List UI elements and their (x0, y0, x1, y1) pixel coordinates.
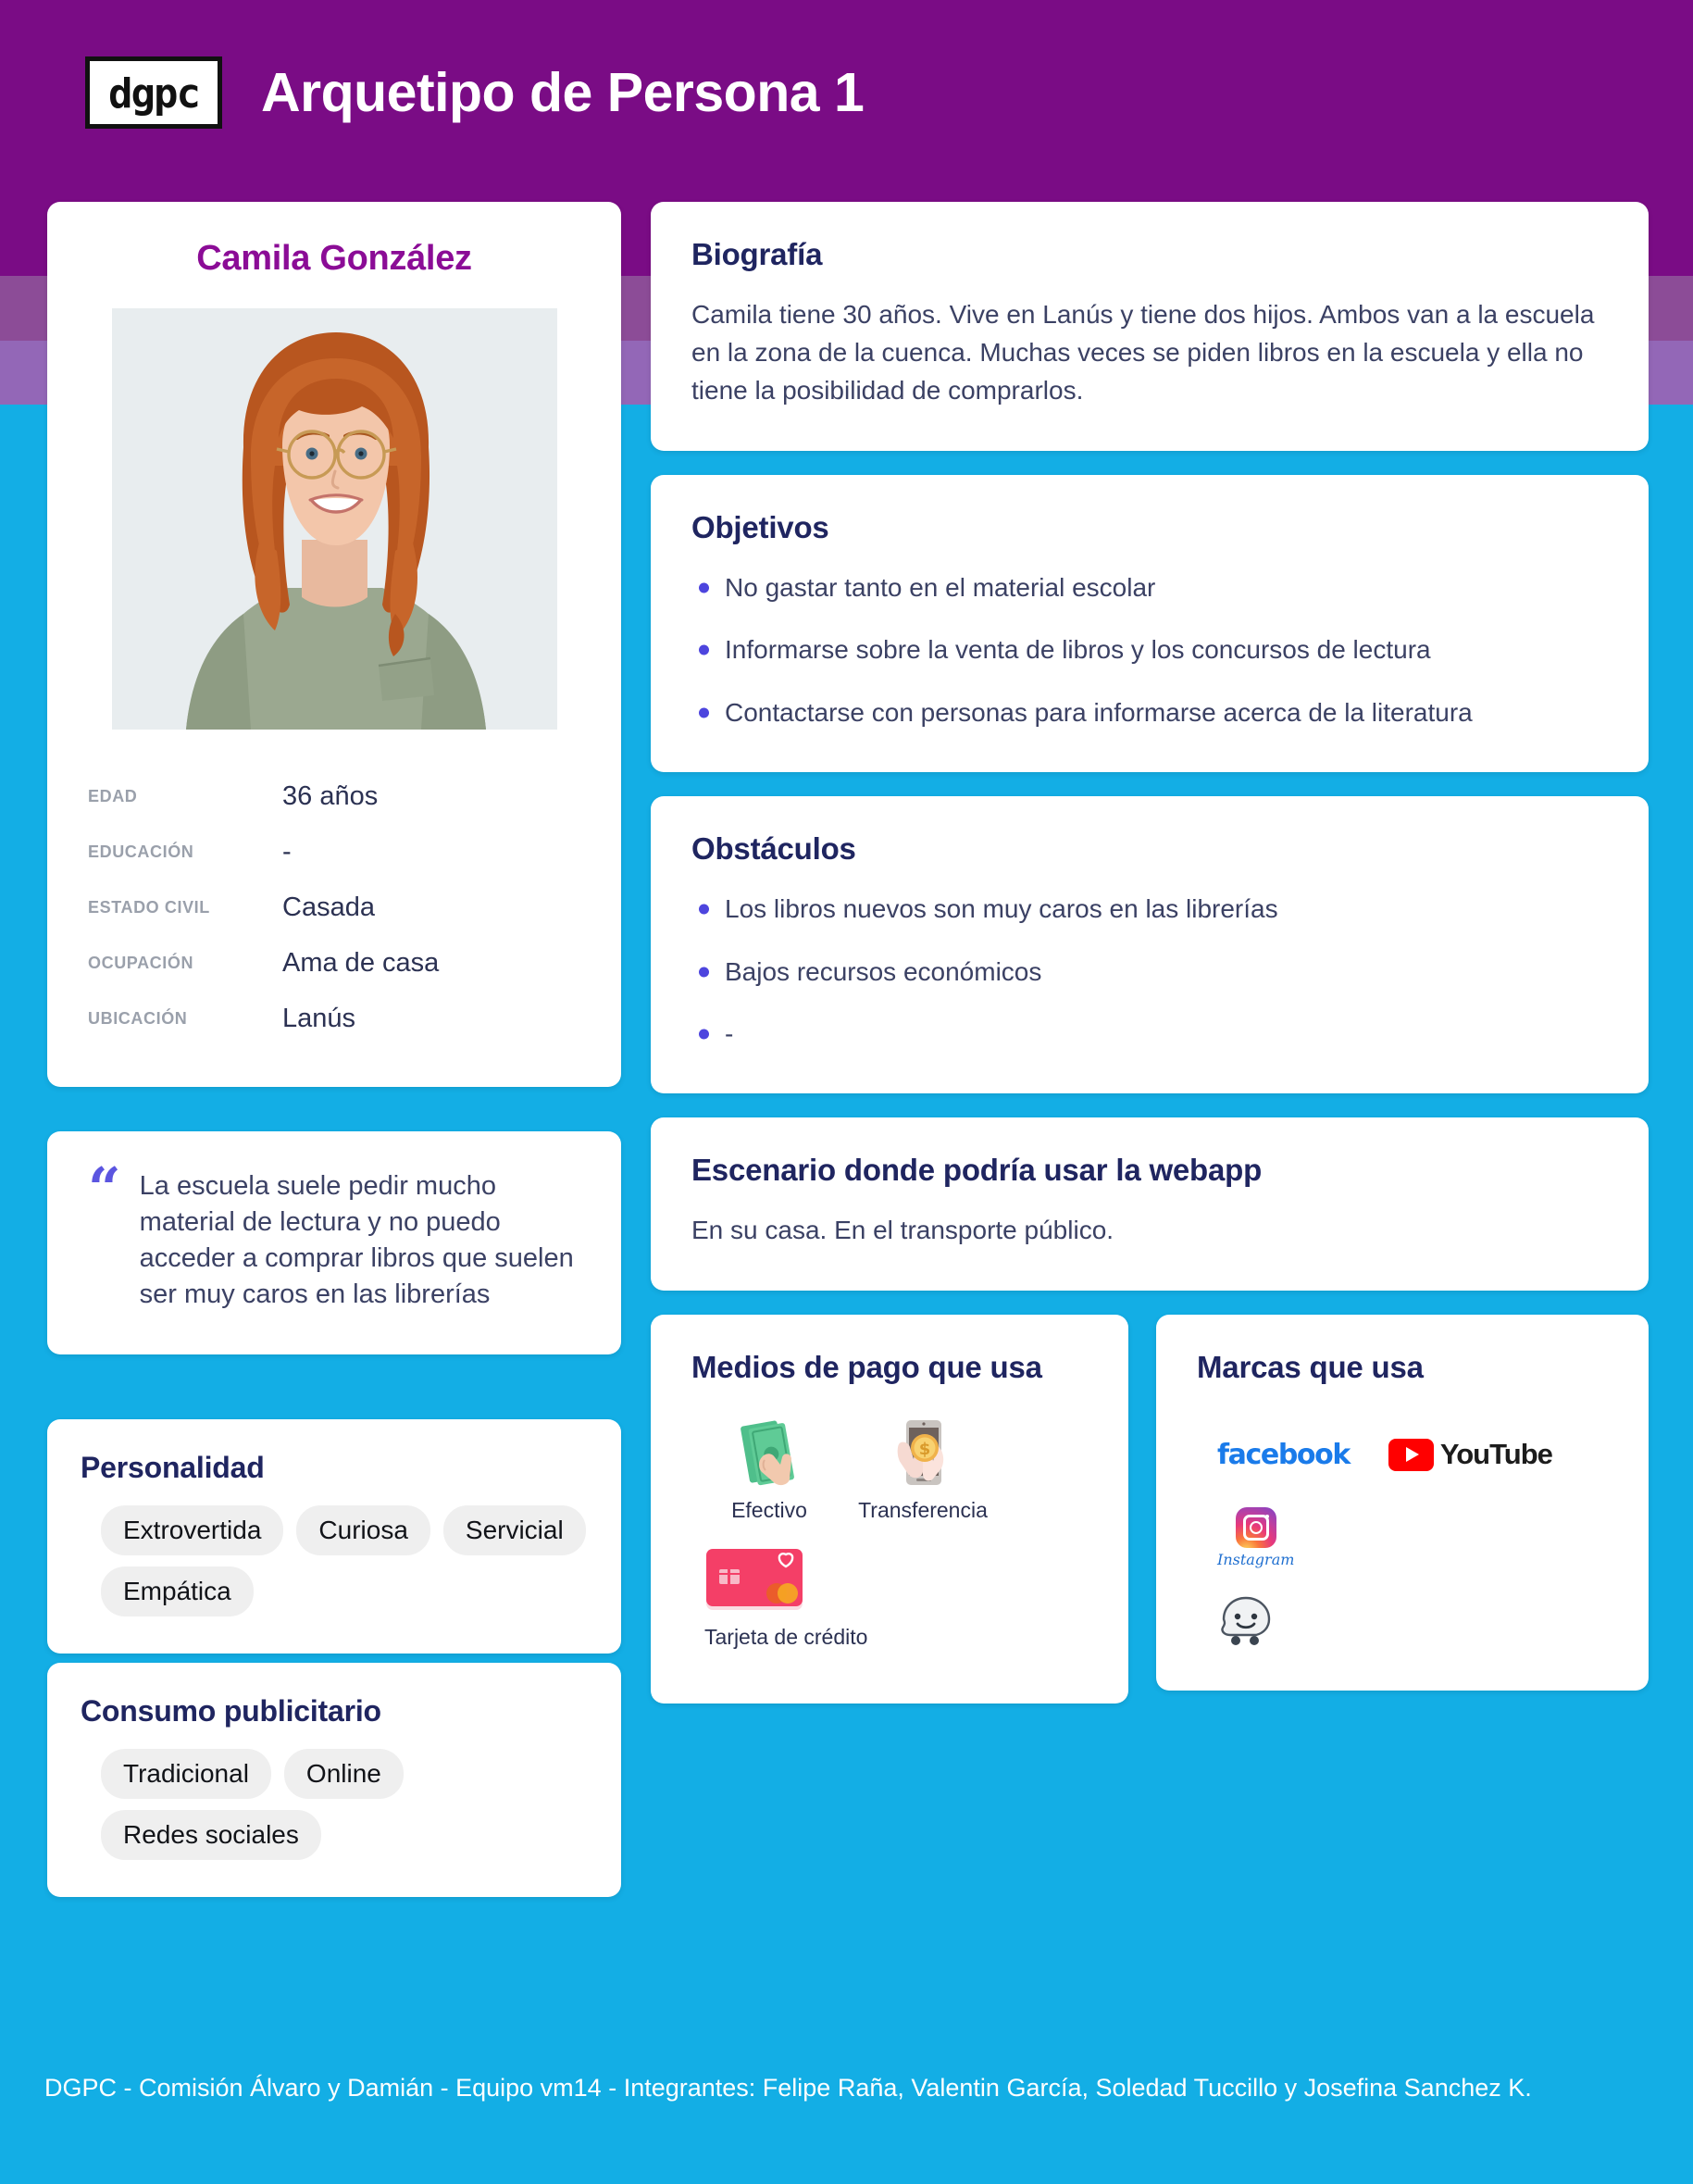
footer-credits: DGPC - Comisión Álvaro y Damián - Equipo vm14 - Integrantes: Felipe Raña, Valentin García, Soledad Tuccillo y Josefina Sanchez K. (44, 2074, 1532, 2102)
facebook-logo: facebook (1217, 1438, 1350, 1471)
attribute-key: EDUCACIÓN (88, 842, 194, 861)
payment-methods-list (691, 1409, 1088, 1663)
instagram-logo (1217, 1507, 1294, 1568)
persona-portrait (112, 308, 557, 730)
payment-methods-card (651, 1315, 1128, 1704)
credit-card-icon-svg (701, 1540, 815, 1616)
list-item: Tradicional (101, 1749, 271, 1799)
list-item: Servicial (443, 1505, 586, 1555)
youtube-logo (1388, 1438, 1552, 1471)
list-item: Curiosa (296, 1505, 429, 1555)
payment-method-item (701, 1409, 838, 1523)
left-column (47, 202, 621, 1906)
objectives-card (651, 475, 1649, 772)
svg-text:$: $ (918, 1440, 931, 1459)
persona-name: Camila González (196, 239, 472, 278)
persona-content (47, 202, 1649, 1906)
scenario-card (651, 1117, 1649, 1291)
instagram-dot (1265, 1515, 1269, 1518)
attribute-value: Ama de casa (282, 947, 440, 978)
dgpc-logo-text: dgpc (108, 70, 199, 118)
brand-item-instagram (1217, 1509, 1294, 1566)
instagram-camera-icon (1236, 1507, 1276, 1548)
list-item: Extrovertida (101, 1505, 283, 1555)
personality-title: Personalidad (81, 1450, 265, 1484)
credit-card-icon (701, 1536, 886, 1616)
brand-item-facebook (1217, 1426, 1350, 1483)
attribute-key: OCUPACIÓN (88, 953, 194, 972)
brand-item-waze (1217, 1592, 1608, 1650)
table-row (88, 880, 580, 935)
obstacles-list (691, 891, 1608, 1053)
profile-card (47, 202, 621, 1087)
payment-method-label: Transferencia (858, 1498, 988, 1522)
table-row (88, 935, 580, 991)
personality-tag-list (81, 1505, 588, 1616)
brands-card (1156, 1315, 1649, 1691)
cash-hand-icon (701, 1409, 838, 1489)
obstacles-card (651, 796, 1649, 1093)
attribute-value: 36 años (282, 780, 379, 811)
list-item: Contactarse con personas para informarse acerca de la literatura (691, 694, 1608, 731)
attribute-value: - (282, 836, 292, 867)
attribute-value: Casada (282, 892, 375, 922)
obstacles-title: Obstáculos (691, 830, 856, 866)
list-item: No gastar tanto en el material escolar (691, 569, 1608, 606)
attribute-key: ESTADO CIVIL (88, 897, 210, 917)
personality-card (47, 1419, 621, 1654)
persona-attributes-table (88, 768, 580, 1046)
list-item: Online (284, 1749, 404, 1799)
biography-title: Biografía (691, 237, 823, 271)
list-item: Redes sociales (101, 1810, 321, 1860)
brand-item-youtube (1388, 1426, 1552, 1483)
instagram-wordmark: Instagram (1217, 1551, 1295, 1568)
objectives-title: Objetivos (691, 509, 829, 544)
advertising-title: Consumo publicitario (81, 1693, 381, 1728)
phone-coin-icon (854, 1409, 991, 1489)
phone-coin-icon-svg (888, 1416, 958, 1489)
dgpc-logo-icon (85, 56, 222, 129)
attribute-key: EDAD (88, 786, 138, 805)
objectives-list (691, 569, 1608, 731)
brands-title: Marcas que usa (1197, 1350, 1424, 1384)
brands-list (1197, 1409, 1608, 1650)
payment-method-item (701, 1536, 886, 1650)
payment-method-label: Efectivo (731, 1498, 807, 1522)
scenario-text: En su casa. En el transporte público. (691, 1216, 1114, 1245)
portrait-illustration (112, 308, 557, 730)
page-title: Arquetipo de Persona 1 (261, 62, 865, 123)
right-column (651, 202, 1649, 1728)
biography-card (651, 202, 1649, 451)
list-item: - (691, 1016, 1608, 1053)
attribute-key: UBICACIÓN (88, 1008, 188, 1028)
advertising-tag-list (81, 1749, 588, 1860)
payment-method-item (854, 1409, 991, 1523)
table-row (88, 991, 580, 1046)
cash-hand-icon-svg (734, 1416, 804, 1489)
list-item: Empática (101, 1566, 254, 1616)
bottom-panels-row (651, 1315, 1649, 1728)
list-item: Los libros nuevos son muy caros en las librerías (691, 891, 1608, 928)
scenario-title: Escenario donde podría usar la webapp (691, 1153, 1263, 1188)
list-item: Bajos recursos económicos (691, 954, 1608, 991)
waze-logo (1217, 1594, 1275, 1648)
advertising-consumption-card (47, 1663, 621, 1897)
biography-text: Camila tiene 30 años. Vive en Lanús y tiene dos hijos. Ambos van a la escuela en la zona de la cuenca. Muchas veces se piden libros en la escuela y ella no tiene la posibilidad de comprarlos. (691, 300, 1595, 405)
list-item: Informarse sobre la venta de libros y los concursos de lectura (691, 631, 1608, 668)
table-row (88, 824, 580, 880)
table-row (88, 768, 580, 824)
quote-card (47, 1131, 621, 1354)
youtube-wordmark: YouTube (1439, 1438, 1552, 1470)
page-header (0, 0, 1693, 185)
attribute-value: Lanús (282, 1003, 356, 1033)
payment-method-label: Tarjeta de crédito (704, 1625, 868, 1649)
quote-text: La escuela suele pedir mucho material de lectura y no puedo acceder a comprar libros que suelen ser muy caros en las librerías (139, 1171, 574, 1310)
youtube-play-icon (1388, 1439, 1434, 1471)
quote-mark-icon: “ (88, 1154, 121, 1222)
payment-methods-title: Medios de pago que usa (691, 1350, 1042, 1384)
